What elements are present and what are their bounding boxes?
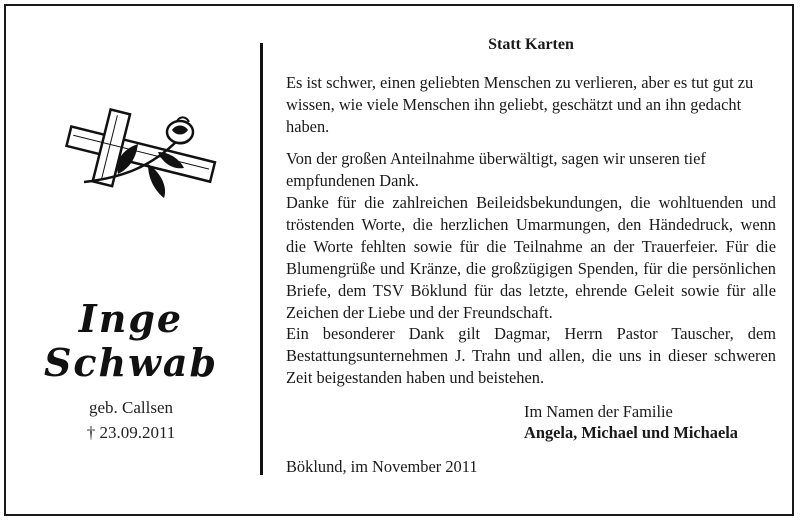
deceased-last-name: Schwab (43, 340, 219, 385)
place-and-date: Böklund, im November 2011 (286, 457, 478, 476)
paragraph-2: Von der großen Anteilnahme überwältigt, sagen wir unseren tief empfundenen Dank. (286, 149, 706, 190)
paragraph-3: Danke für die zahlreichen Beileidsbekundungen, die wohltuenden und tröstenden Worte, die herzlichen Umarmungen, den Händedruck, wenn die Worte fehlten sowie für die Teilnahme an der Trauerfeier. Für die Blumengrüße und Kränze, die großzügigen Spenden, für die persönlichen Briefe, dem TSV Böklund für das letzte, ehrende Geleit sowie für alle Zeichen der Liebe und der Freundschaft. (286, 193, 776, 322)
paragraph-1: Es ist schwer, einen geliebten Menschen zu verlieren, aber es tut gut zu wissen, wie viele Menschen ihn geliebt, geschätzt und an ihn gedacht haben. (286, 73, 754, 136)
signature-intro: Im Namen der Familie (524, 402, 673, 421)
notice-heading: Statt Karten (488, 36, 574, 53)
cross-with-rose-icon (60, 108, 220, 206)
vertical-divider (260, 43, 263, 475)
deceased-panel (0, 0, 262, 521)
death-date: † 23.09.2011 (86, 423, 176, 442)
birth-name: geb. Callsen (88, 398, 174, 417)
signature-names: Angela, Michael und Michaela (524, 423, 738, 442)
deceased-first-name: Inge (78, 296, 184, 341)
paragraph-4: Ein besonderer Dank gilt Dagmar, Herrn Pastor Tauscher, dem Bestattungsunternehmen J. Trahn und allen, die uns in dieser schweren Zeit beigestanden haben und beistehen. (286, 324, 776, 387)
